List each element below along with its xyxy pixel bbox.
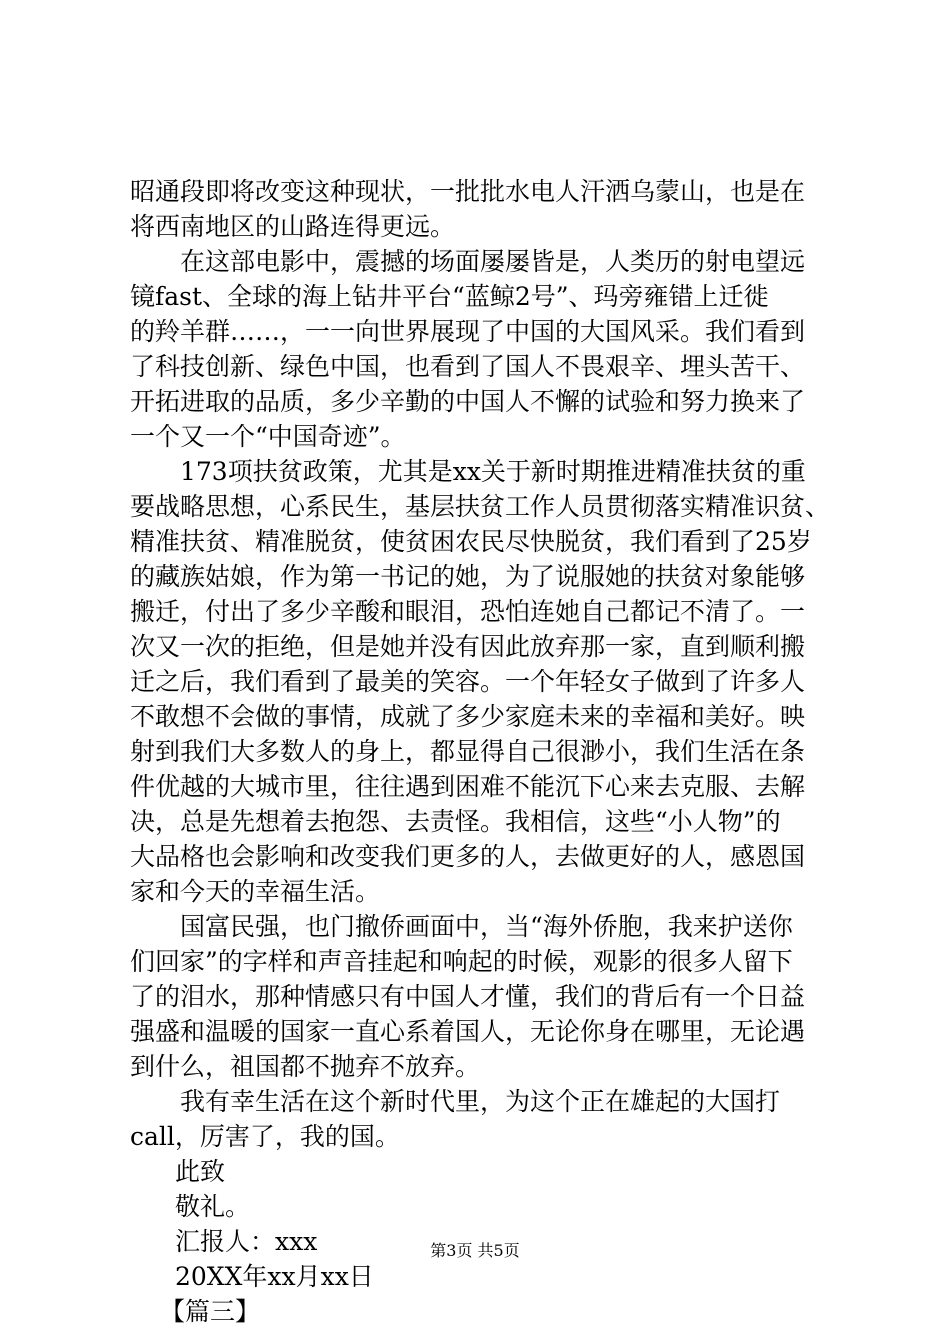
paragraph-3	[130, 454, 830, 909]
report-date: 20XX年xx月xx日	[175, 1262, 374, 1291]
text-line: 的羚羊群……，一一向世界展现了中国的大国风采。我们看到	[130, 317, 806, 346]
text-line: 173项扶贫政策，尤其是xx关于新时期推进精准扶贫的重	[180, 457, 806, 486]
text-line: 家和今天的幸福生活。	[130, 877, 381, 906]
text-line: 在这部电影中，震撼的场面屡屡皆是，人类历的射电望远	[180, 247, 806, 276]
text-line: 射到我们大多数人的身上，都显得自己很渺小，我们生活在条	[130, 737, 806, 766]
text-line: 一个又一个“中国奇迹”。	[130, 422, 406, 451]
text-line: 决，总是先想着去抱怨、去责怪。我相信，这些“小人物”的	[130, 807, 781, 836]
text-line: 大品格也会影响和改变我们更多的人，去做更好的人，感恩国	[130, 842, 806, 871]
document-body	[130, 174, 830, 1329]
next-section-heading: 【篇三】	[160, 1297, 261, 1326]
paragraph-5	[130, 1084, 830, 1154]
regards: 敬礼。	[175, 1192, 251, 1221]
text-line: 将西南地区的山路连得更远。	[130, 212, 456, 241]
page-number: 第3页 共5页	[430, 1241, 520, 1260]
text-line: 精准扶贫、精准脱贫，使贫困农民尽快脱贫，我们看到了25岁	[130, 527, 812, 556]
text-line: 们回家”的字样和声音挂起和响起的时候，观影的很多人留下	[130, 947, 793, 976]
text-line: call，厉害了，我的国。	[130, 1122, 400, 1151]
text-line: 强盛和温暖的国家一直心系着国人，无论你身在哪里，无论遇	[130, 1017, 806, 1046]
text-line: 的藏族姑娘，作为第一书记的她，为了说服她的扶贫对象能够	[130, 562, 806, 591]
salutation: 此致	[175, 1157, 226, 1186]
text-line: 件优越的大城市里，往往遇到困难不能沉下心来去克服、去解	[130, 772, 806, 801]
text-line: 次又一次的拒绝，但是她并没有因此放弃那一家，直到顺利搬	[130, 632, 806, 661]
page-footer	[0, 1240, 950, 1262]
paragraph-1	[130, 174, 830, 244]
paragraph-2	[130, 244, 830, 454]
text-line: 我有幸生活在这个新时代里，为这个正在雄起的大国打	[180, 1087, 781, 1116]
paragraph-4	[130, 909, 830, 1084]
text-line: 要战略思想，心系民生，基层扶贫工作人员贯彻落实精准识贫、	[130, 492, 831, 521]
text-line: 了科技创新、绿色中国，也看到了国人不畏艰辛、埋头苦干、	[130, 352, 806, 381]
text-line: 了的泪水，那种情感只有中国人才懂，我们的背后有一个日益	[130, 982, 806, 1011]
text-line: 迁之后，我们看到了最美的笑容。一个年轻女子做到了许多人	[130, 667, 806, 696]
text-line: 镜fast、全球的海上钻井平台“蓝鲸2号”、玛旁雍错上迁徙	[130, 282, 769, 311]
text-line: 开拓进取的品质，多少辛勤的中国人不懈的试验和努力换来了	[130, 387, 806, 416]
text-line: 到什么，祖国都不抛弃不放弃。	[130, 1052, 481, 1081]
text-line: 不敢想不会做的事情，成就了多少家庭未来的幸福和美好。映	[130, 702, 806, 731]
reporter-signature: 汇报人：xxx	[175, 1227, 318, 1256]
text-line: 昭通段即将改变这种现状，一批批水电人汗洒乌蒙山，也是在	[130, 177, 806, 206]
text-line: 国富民强，也门撤侨画面中，当“海外侨胞，我来护送你	[180, 912, 793, 941]
text-line: 搬迁，付出了多少辛酸和眼泪，恐怕连她自己都记不清了。一	[130, 597, 806, 626]
